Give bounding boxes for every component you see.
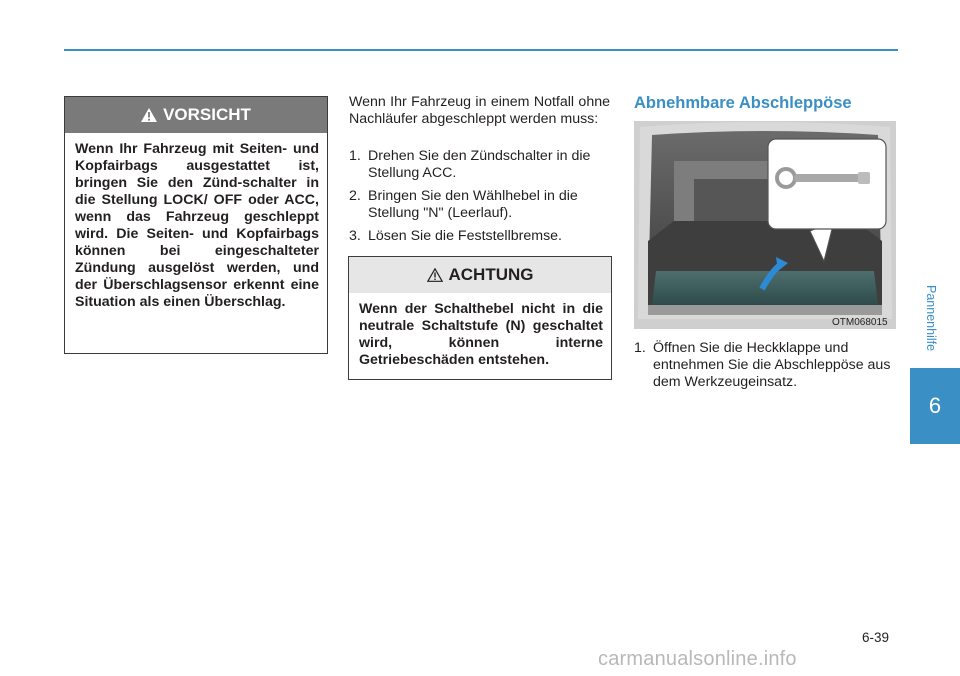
top-rule — [64, 49, 898, 51]
watermark: carmanualsonline.info — [598, 648, 797, 670]
vorsicht-text: Wenn Ihr Fahrzeug mit Seiten- und Kopfairbags ausgestattet ist, bringen Sie den Zünd-schalter in die Stellung LOCK/ OFF oder ACC, wenn das Fahrzeug geschleppt wird. Die Seiten- und Kopfairbags können bei eingeschalteter Zündung ausgelöst werden, und der Überschlagsensor erkennt eine Situation als einen Überschlag. — [75, 141, 319, 310]
towing-intro-text: Wenn Ihr Fahrzeug in einem Notfall ohne Nachläufer abgeschleppt werden muss: — [349, 94, 610, 127]
cargo-area-photo — [634, 121, 896, 329]
achtung-header — [349, 257, 611, 293]
list-item — [349, 148, 610, 182]
page-number: 6-39 — [862, 630, 890, 645]
step-text: Drehen Sie den Zündschalter in die Stellung ACC. — [368, 148, 591, 181]
step-number: 1. — [634, 340, 646, 356]
chapter-label: Pannenhilfe — [924, 285, 938, 352]
achtung-title: ACHTUNG — [448, 265, 534, 284]
vorsicht-warning-box — [64, 96, 328, 354]
vorsicht-header — [65, 97, 327, 133]
chapter-tab — [910, 368, 960, 444]
step-number: 3. — [349, 228, 361, 244]
warning-triangle-icon — [427, 268, 443, 282]
step-text: Lösen Sie die Feststellbremse. — [368, 228, 562, 244]
tow-hook-steps-list — [634, 340, 896, 391]
chapter-number: 6 — [928, 393, 942, 418]
step-number: 2. — [349, 188, 361, 204]
figure-code: OTM068015 — [832, 317, 888, 328]
warning-triangle-icon — [141, 108, 157, 122]
achtung-text: Wenn der Schalthebel nicht in die neutrale Schaltstufe (N) geschaltet wird, können interne Getriebeschäden entstehen. — [359, 301, 603, 368]
vorsicht-title: VORSICHT — [163, 105, 251, 124]
achtung-caution-box — [348, 256, 612, 380]
step-text: Öffnen Sie die Heckklappe und entnehmen Sie die Abschleppöse aus dem Werkzeugeinsatz. — [653, 340, 891, 390]
list-item — [349, 228, 610, 245]
towing-steps-list — [349, 148, 610, 251]
step-text: Bringen Sie den Wählhebel in die Stellung "N" (Leerlauf). — [368, 188, 578, 221]
list-item — [349, 188, 610, 222]
step-number: 1. — [349, 148, 361, 164]
list-item — [634, 340, 896, 391]
section-heading: Abnehmbare Abschleppöse — [634, 94, 852, 112]
